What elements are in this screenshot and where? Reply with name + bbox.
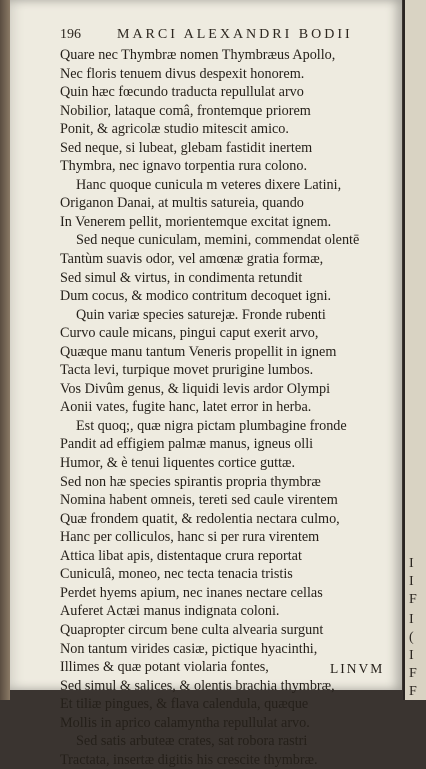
- verse-line: Origanon Danai, at multis satureia, quando: [60, 195, 304, 212]
- verse-line: Illimes & quæ potant violaria fontes,: [60, 659, 269, 676]
- verse-line: Mollis in aprico calamyntha repullulat arvo.: [60, 714, 310, 731]
- verse-line: Vos Divûm genus, & liquidi levis ardor Olympi: [60, 380, 331, 397]
- verse-line: Thymbra, nec ignavo torpentia rura colono.: [60, 158, 308, 175]
- running-head: MARCI ALEXANDRI BODII: [117, 27, 353, 42]
- verse-line: Quin hæc fœcundo traducta repullulat arvo: [60, 84, 304, 101]
- verse-line: Ponit, & agricolæ studio mitescit amico.: [60, 121, 289, 138]
- verse-line: Sed simul & virtus, in condimenta retundit: [60, 269, 303, 286]
- facing-page-fragment: (: [409, 630, 414, 645]
- facing-page-fragment: I: [409, 648, 414, 663]
- verse-line: Quare nec Thymbræ nomen Thymbræus Apollo,: [60, 47, 336, 63]
- verse-line: Auferet Actæi manus indignata coloni.: [60, 603, 280, 620]
- catchword: LINVM: [330, 661, 385, 676]
- facing-page-fragment: F: [409, 592, 417, 607]
- verse-line: Quapropter circum bene culta alvearia surgunt: [60, 621, 324, 638]
- verse-line: Quæque manu tantum Veneris propellit in ignem: [60, 343, 337, 360]
- book-gutter: [0, 0, 10, 700]
- verse-line: Aonii vates, fugite hanc, latet error in herba.: [60, 399, 312, 416]
- facing-page-fragment: F: [409, 684, 417, 699]
- verse-line: Et tiliæ pingues, & flava calendula, quæque: [60, 696, 309, 713]
- facing-page-fragment: I: [409, 574, 414, 589]
- page-number: 196: [60, 27, 81, 42]
- verse-line: Attica libat apis, distentaque crura reportat: [60, 547, 302, 564]
- page-header: [60, 27, 400, 45]
- verse-line: Dum cocus, & modico contritum decoquet igni.: [60, 288, 332, 305]
- facing-page-fragment: F: [409, 666, 417, 681]
- verse-line: Sed neque, si lubeat, glebam fastidit inertem: [60, 139, 313, 156]
- verse-line: Sed non hæ species spirantis propria thymbræ: [60, 473, 321, 490]
- verse-line: Sed simul & salices, & olentis brachia thymbræ,: [60, 677, 335, 694]
- verse-line: Curvo caule micans, pingui caput exerit arvo,: [60, 325, 319, 342]
- verse-line: Perdet hyems apium, nec inanes nectare cellas: [60, 584, 323, 601]
- verse-line: Humor, & è tenui liquentes cortice guttæ.: [60, 455, 296, 472]
- verse-line: Tractata, insertæ digitis his crescite thymbræ.: [60, 751, 318, 768]
- verse-line: Nec floris tenuem divus despexit honorem.: [60, 65, 305, 82]
- verse-line: Quæ frondem quatit, & redolentia nectara culmo,: [60, 510, 340, 527]
- facing-page-edge: [403, 0, 426, 700]
- verse-line: Cuniculâ, moneo, nec tecta tenacia tristis: [60, 566, 293, 583]
- verse-line: Nobilior, lataque comâ, frontemque priorem: [60, 102, 311, 119]
- verse-line: Tacta levi, turpique movet prurigine lumbos.: [60, 362, 314, 379]
- verse-line: Sed neque cuniculam, memini, commendat olentē: [76, 232, 360, 249]
- facing-page-fragment: I: [409, 612, 414, 627]
- verse-line: Pandit ad effigiem palmæ manus, igneus olli: [60, 436, 314, 453]
- verse-line: In Venerem pellit, morientemque excitat ignem.: [60, 213, 332, 230]
- verse-line: Hanc quoque cunicula m veteres dixere Latini,: [76, 176, 342, 193]
- verse-line: Non tantum virides casiæ, pictique hyacinthi,: [60, 640, 318, 657]
- verse-line: Quin variæ species saturejæ. Fronde rubenti: [76, 306, 326, 323]
- verse-line: Est quoq;, quæ nigra pictam plumbagine fronde: [76, 417, 347, 434]
- verse-line: Hanc per colliculos, hanc si per rura virentem: [60, 529, 320, 546]
- facing-page-fragment: I: [409, 556, 414, 571]
- verse-line: Tantùm suavis odor, vel amœnæ gratia formæ,: [60, 251, 324, 268]
- verse-line: Sed satis arbuteæ crates, sat robora rastri: [76, 733, 308, 750]
- verse-line: Nomina habent omneis, tereti sed caule virentem: [60, 492, 338, 509]
